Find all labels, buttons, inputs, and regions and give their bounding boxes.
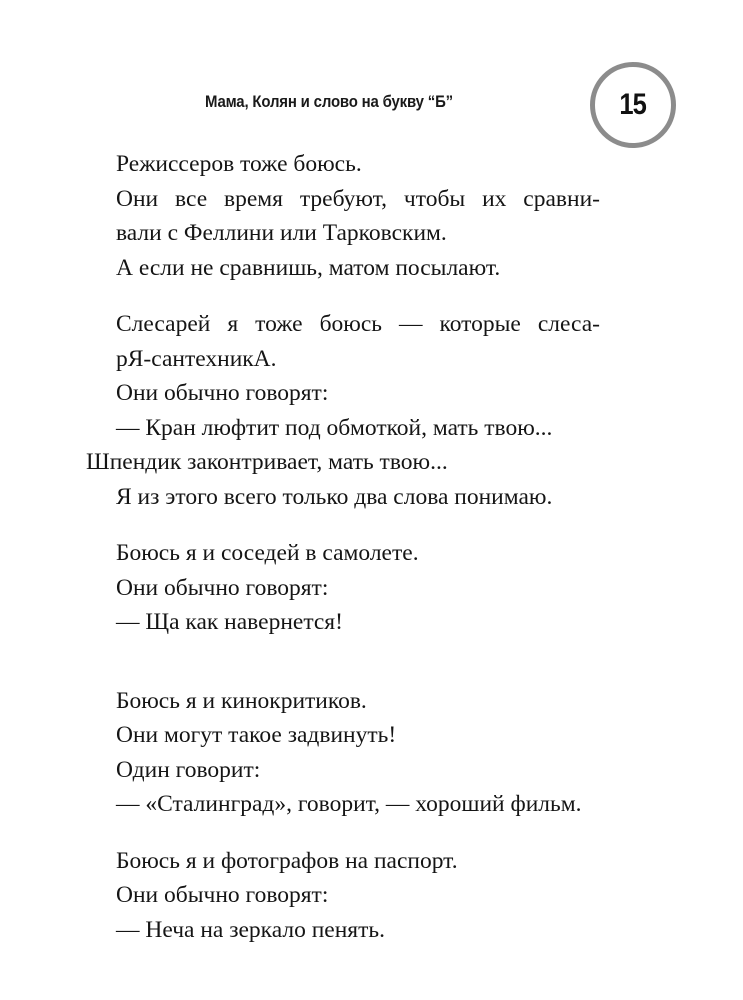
text-line: Режиссеров тоже боюсь. [116, 151, 362, 177]
text-line: Боюсь я и фотографов на паспорт. [116, 847, 458, 874]
text-line: Слесарей я тоже боюсь — которые слеса- [116, 311, 600, 337]
text-line: — «Сталинград», говорит, — хороший фильм. [116, 791, 582, 817]
paragraph-neighbors [116, 536, 600, 640]
text-line: — Неча на зеркало пенять. [116, 916, 385, 943]
text-line: Они все время требуют, чтобы их сравни- [116, 185, 600, 212]
text-line: Один говорит: [116, 756, 261, 783]
paragraph-plumbers [86, 307, 600, 514]
text-line: Они обычно говорят: [116, 574, 329, 601]
text-line: — Ща как навернется! [116, 609, 343, 635]
text-line: Они могут такое задвинуть! [116, 722, 397, 748]
text-line: Боюсь я и кинокритиков. [116, 687, 367, 714]
text-line: Я из этого всего только два слова понимаю. [116, 483, 553, 510]
text-line: Шпендик законтривает, мать твою... [86, 449, 448, 475]
page-number-badge [590, 62, 676, 148]
text-line: вали с Феллини или Тарковским. [116, 220, 447, 246]
text-line: рЯ-сантехникА. [116, 345, 277, 372]
paragraph-critics [116, 684, 600, 822]
paragraph-directors [116, 147, 600, 285]
body-text [86, 147, 600, 947]
text-line: Они обычно говорят: [116, 882, 329, 908]
running-header-title: Мама, Колян и слово на букву “Б” [205, 92, 453, 111]
text-line: — Кран люфтит под обмоткой, мать твою... [116, 414, 553, 441]
text-line: Они обычно говорят: [116, 380, 329, 406]
text-line: А если не сравнишь, матом посылают. [116, 254, 501, 281]
page-number: 15 [619, 88, 647, 121]
text-line: Боюсь я и соседей в самолете. [116, 540, 419, 566]
paragraph-photographers [116, 844, 600, 948]
